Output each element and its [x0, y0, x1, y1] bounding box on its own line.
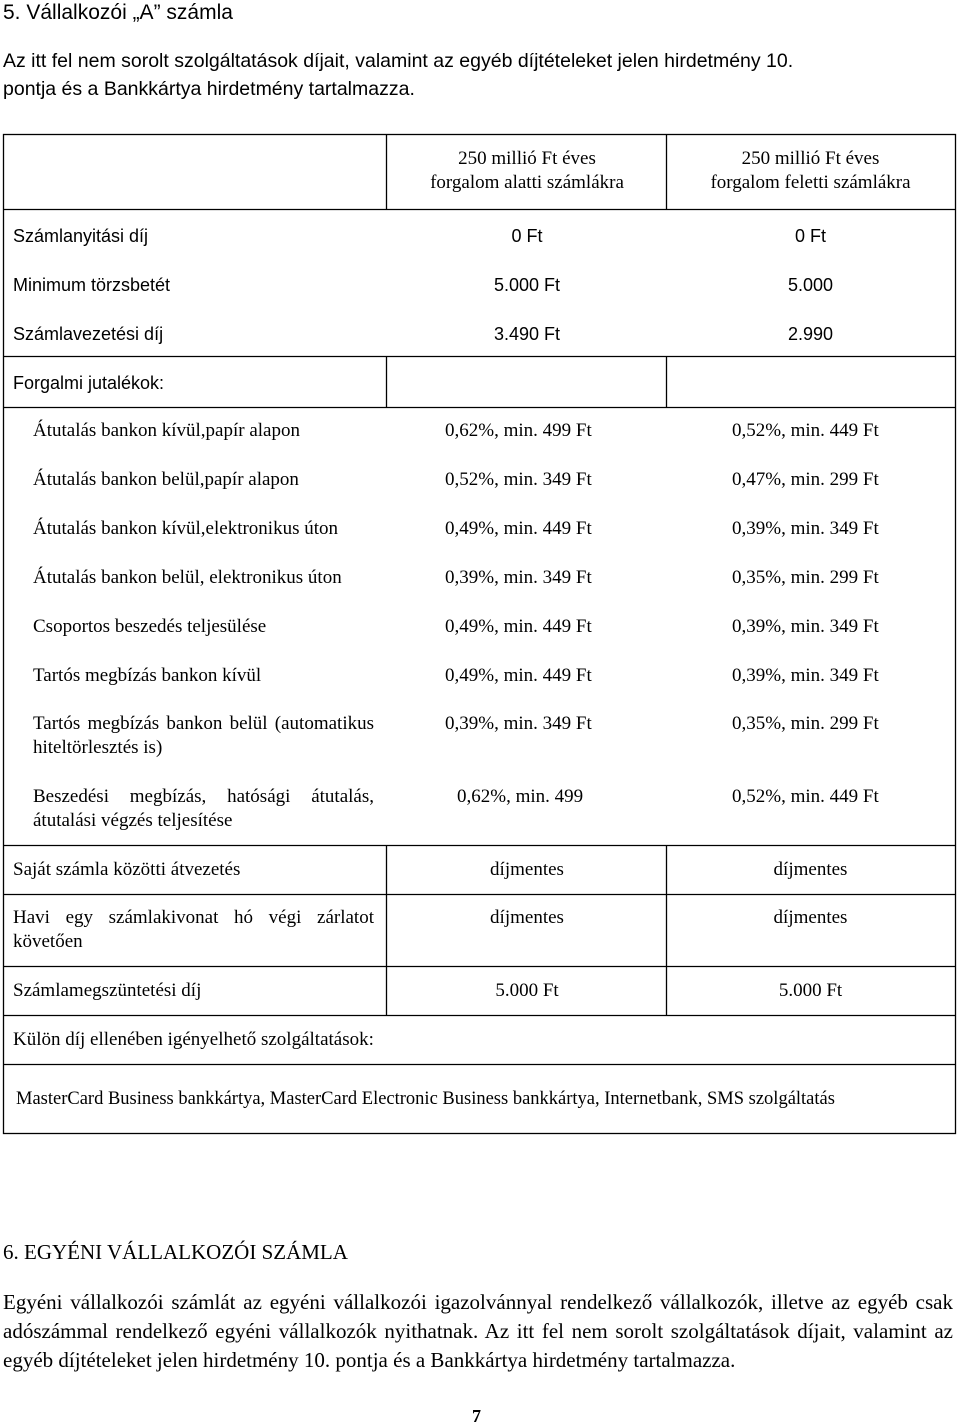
row-col1-value: 5.000 Ft — [495, 980, 559, 1001]
extra-services-value: MasterCard Business bankkártya, MasterCard Electronic Business bankkártya, Internetbank, SMS szolgáltatás — [16, 1089, 835, 1109]
row-col1-value: 0,49%, min. 449 Ft — [445, 518, 592, 539]
row-col1-value: díjmentes — [490, 859, 564, 880]
row-col2-value: díjmentes — [773, 859, 848, 880]
row-label: Átutalás bankon belül,papír alapon — [33, 469, 299, 490]
row-label: Saját számla közötti átvezetés — [13, 859, 241, 880]
extra-services-label: Külön díj ellenében igényelhető szolgáltatások: — [13, 1029, 374, 1050]
row-col1-value: díjmentes — [490, 907, 564, 928]
section-5-heading: 5. Vállalkozói „A” számla — [3, 1, 233, 24]
row-label: Havi egy számlakivonat hó végi zárlatot követően — [13, 907, 374, 952]
row-col2-value: 0,52%, min. 449 Ft — [732, 420, 879, 441]
row-col1-value: 0,49%, min. 449 Ft — [445, 665, 592, 686]
row-label: Átutalás bankon belül, elektronikus úton — [33, 567, 342, 588]
row-col1-value: 0,39%, min. 349 Ft — [445, 713, 592, 734]
header-col1-line2: forgalom alatti számlákra — [430, 172, 624, 193]
row-col2-value: 0,39%, min. 349 Ft — [732, 665, 879, 686]
row-col1-value: 0,39%, min. 349 Ft — [445, 567, 592, 588]
row-col1-value: 3.490 Ft — [493, 324, 561, 344]
row-col1-value: 0 Ft — [511, 226, 543, 246]
row-col2-value: 0,35%, min. 299 Ft — [732, 567, 879, 588]
row-label: Beszedési megbízás, hatósági átutalás, átutalási végzés teljesítése — [33, 786, 374, 831]
section-6-heading: 6. EGYÉNI VÁLLALKOZÓI SZÁMLA — [3, 1240, 348, 1264]
section-5-intro — [3, 47, 953, 103]
intro-line-2: pontja és a Bankkártya hirdetmény tartalmazza. — [3, 78, 415, 100]
row-col2-value: 0,52%, min. 449 Ft — [732, 786, 879, 807]
header-col2 — [668, 147, 953, 195]
row-col1-value: 0,62%, min. 499 Ft — [445, 420, 592, 441]
row-col2-value: 5.000 — [787, 275, 834, 295]
row-label: Számlavezetési díj — [13, 324, 164, 344]
row-label: Átutalás bankon kívül,elektronikus úton — [33, 518, 339, 539]
row-label: Tartós megbízás bankon belül (automatikus hiteltörlesztés is) — [33, 713, 374, 758]
row-label: Minimum törzsbetét — [13, 275, 171, 295]
header-col2-line2: forgalom feletti számlákra — [710, 172, 911, 193]
row-col2-value: 2.990 — [787, 324, 834, 344]
header-col1-line1: 250 millió Ft éves — [458, 148, 596, 169]
row-col2-value: díjmentes — [773, 907, 848, 928]
row-col1-value: 5.000 Ft — [493, 275, 561, 295]
row-col2-value: 0,39%, min. 349 Ft — [732, 616, 879, 637]
row-col1-value: 0,62%, min. 499 — [457, 786, 584, 807]
row-col2-value: 0,35%, min. 299 Ft — [732, 713, 879, 734]
intro-line-1: Az itt fel nem sorolt szolgáltatások díjait, valamint az egyéb díjtételeket jelen hirdetmény 10. — [3, 50, 794, 72]
row-col2-value: 5.000 Ft — [778, 980, 843, 1001]
row-col2-value: 0,47%, min. 299 Ft — [732, 469, 879, 490]
row-col2-value: 0 Ft — [794, 226, 826, 246]
row-col1-value: 0,49%, min. 449 Ft — [445, 616, 592, 637]
section-6-paragraph: Egyéni vállalkozói számlát az egyéni vállalkozói igazolvánnyal rendelkező vállalkozók, illetve az egyéb csak adószámmal rendelkező egyéni vállalkozók nyithatnak. Az itt fel nem sorolt szolgáltatások díjait, valamint az egyéb díjtételeket jelen hirdetmény 10. pontja és a Bankkártya hirdetmény tartalmazza. — [3, 1290, 953, 1372]
row-label: Csoportos beszedés teljesülése — [33, 616, 267, 637]
row-label: Számlanyitási díj — [13, 226, 149, 246]
page-number: 7 — [472, 1406, 481, 1426]
row-col2-value: 0,39%, min. 349 Ft — [732, 518, 879, 539]
header-col2-line1: 250 millió Ft éves — [741, 148, 880, 169]
row-label: Számlamegszüntetési díj — [13, 980, 202, 1001]
row-label: Tartós megbízás bankon kívül — [33, 665, 262, 686]
row-label: Átutalás bankon kívül,papír alapon — [33, 420, 300, 441]
header-col1 — [390, 147, 664, 195]
row-col1-value: 0,52%, min. 349 Ft — [445, 469, 592, 490]
row-label-forgalmi: Forgalmi jutalékok: — [13, 373, 165, 393]
